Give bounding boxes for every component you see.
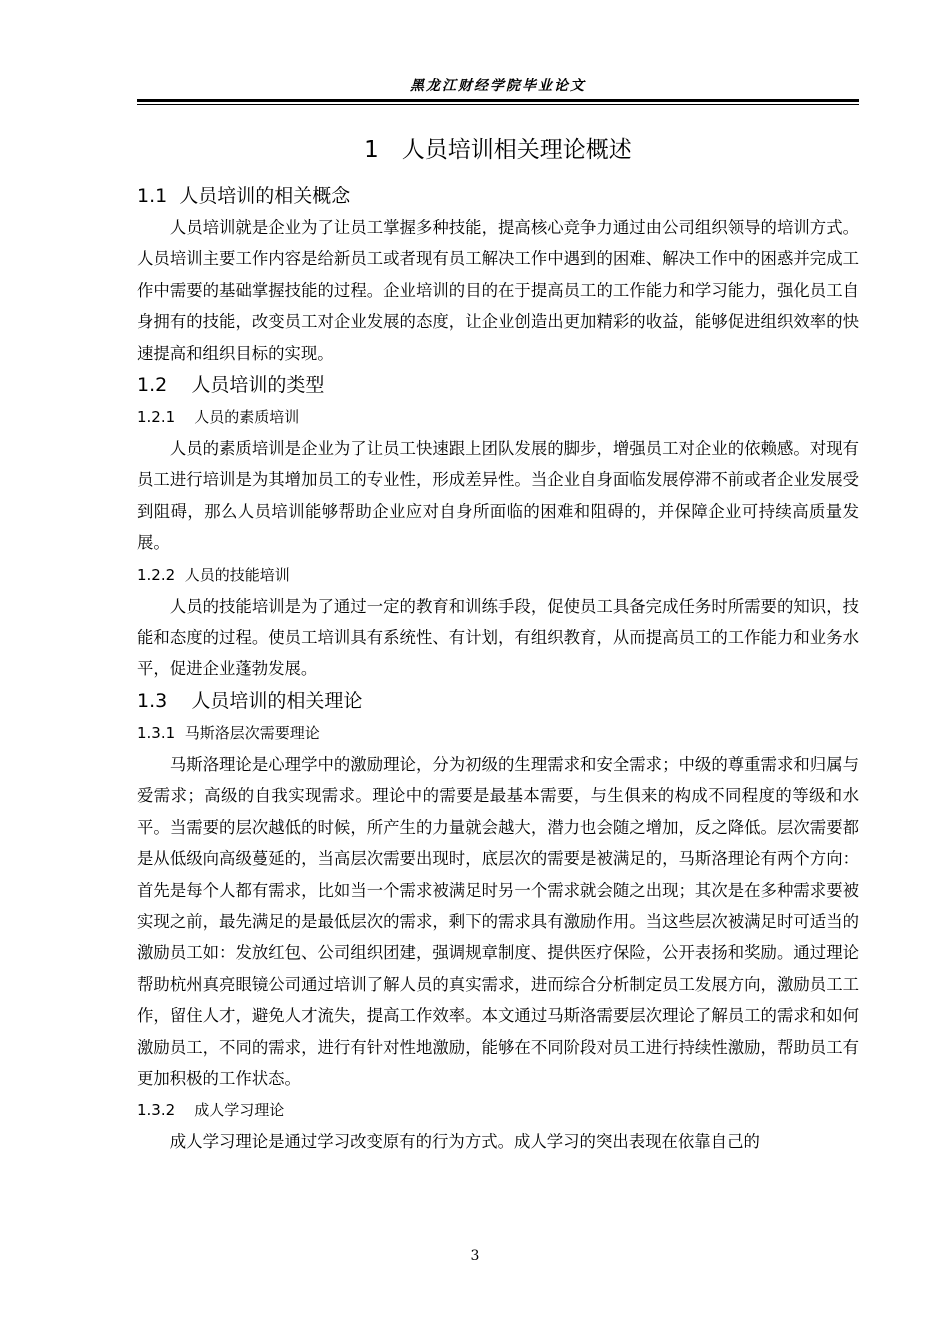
- page-body: [137, 130, 859, 1158]
- subsection-heading-1-2-2: 1.2.2 人员的技能培训: [137, 565, 290, 584]
- subsection-heading-1-2-1: 1.2.1 人员的素质培训: [137, 408, 300, 427]
- header-rule-thick: [137, 99, 859, 102]
- section-heading-1-1: 1.1 人员培训的相关概念: [137, 185, 351, 207]
- subsection-paragraph-1-3-2: 成人学习理论是通过学习改变原有的行为方式。成人学习的突出表现在依靠自己的: [169, 1132, 760, 1152]
- subsection-paragraph-1-3-1: 马斯洛理论是心理学中的激励理论，分为初级的生理需求和安全需求；中级的尊重需求和归属与爱需求；高级的自我实现需求。理论中的需要是最基本需要，与生俱来的构成不同程度的等级和水平。当需要的层次越低的时候，所产生的力量就会越大，潜力也会随之增加，反之降低。层次需要都是从低级向高级蔓延的，当高层次需要出现时，底层次的需要是被满足的，马斯洛理论有两个方向：首先是每个人都有需求，比如当一个需求被满足时另一个需求就会随之出现；其次是在多种需求要被实现之前，最先满足的是最低层次的需求，剩下的需求具有激励作用。当这些层次被满足时可适当的激励员工如：发放红包、公司组织团建，强调规章制度、提供医疗保险，公开表扬和奖励。通过理论帮助杭州真亮眼镜公司通过培训了解人员的真实需求，进而综合分析制定员工发展方向，激励员工工作，留住人才，避免人才流失，提高工作效率。本文通过马斯洛需要层次理论了解员工的需求和如何激励员工，不同的需求，进行有针对性地激励，能够在不同阶段对员工进行持续性激励，帮助员工有更加积极的工作状态。: [137, 754, 859, 1088]
- subsection-heading-1-3-1: 1.3.1 马斯洛层次需要理论: [137, 723, 320, 742]
- page-number: 3: [470, 1248, 480, 1264]
- chapter-title: 1 人员培训相关理论概述: [364, 137, 632, 163]
- section-heading-1-3: 1.3 人员培训的相关理论: [137, 689, 363, 712]
- section-heading-1-2: 1.2 人员培训的类型: [137, 374, 325, 397]
- section-paragraph-1-1: 人员培训就是企业为了让员工掌握多种技能，提高核心竞争力通过由公司组织领导的培训方式。人员培训主要工作内容是给新员工或者现有员工解决工作中遇到的困难、解决工作中的困惑并完成工作中需要的基础掌握技能的过程。企业培训的目的在于提高员工的工作能力和学习能力，强化员工自身拥有的技能，改变员工对企业发展的态度，让企业创造出更加精彩的收益，能够促进组织效率的快速提高和组织目标的实现。: [137, 218, 859, 363]
- subsection-heading-1-3-2: 1.3.2 成人学习理论: [137, 1101, 285, 1120]
- header-rule-thin: [137, 104, 859, 105]
- running-header: 黑龙江财经学院毕业论文: [410, 78, 586, 94]
- subsection-paragraph-1-2-1: 人员的素质培训是企业为了让员工快速跟上团队发展的脚步，增强员工对企业的依赖感。对现有员工进行培训是为其增加员工的专业性，形成差异性。当企业自身面临发展停滞不前或者企业发展受到阻碍，那么人员培训能够帮助企业应对自身所面临的困难和阻碍的，并保障企业可持续高质量发展。: [137, 439, 859, 553]
- subsection-paragraph-1-2-2: 人员的技能培训是为了通过一定的教育和训练手段，促使员工具备完成任务时所需要的知识，技能和态度的过程。使员工培训具有系统性、有计划，有组织教育，从而提高员工的工作能力和业务水平，促进企业蓬勃发展。: [137, 596, 859, 679]
